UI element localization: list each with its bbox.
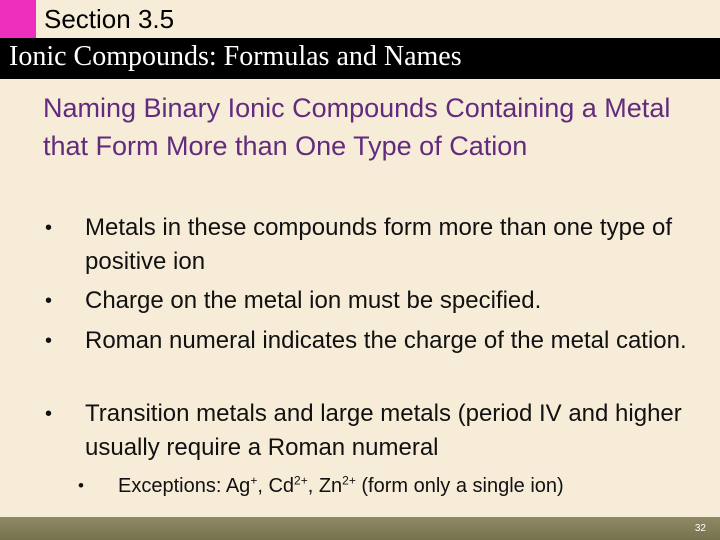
exceptions-sep-cd: , Cd xyxy=(257,475,295,497)
section-label: Section 3.5 xyxy=(44,4,175,34)
bullet-text: Roman numeral indicates the charge of the metal cation. xyxy=(85,327,687,354)
bullet-text: Transition metals and large metals (period IV and higher usually require a Roman numeral xyxy=(85,400,682,461)
bullet-dot: • xyxy=(45,217,53,239)
slide-title: Ionic Compounds: Formulas and Names xyxy=(9,41,462,72)
page-number: 32 xyxy=(694,523,706,534)
cd-charge: 2+ xyxy=(294,473,308,488)
footer-bar xyxy=(0,517,720,540)
slide-heading: Naming Binary Ionic Compounds Containing a Metal that Form More than One Type of Cation xyxy=(43,93,671,161)
bullet-text: Charge on the metal ion must be specified. xyxy=(85,287,542,314)
exceptions-subitem xyxy=(78,472,708,500)
bullet-item xyxy=(45,284,700,318)
bullet-item xyxy=(45,324,700,358)
exceptions-sep-zn: , Zn xyxy=(307,475,343,497)
bullet-item xyxy=(45,211,700,279)
bullet-dot: • xyxy=(45,290,53,312)
bullet-dot: • xyxy=(45,403,53,425)
sub-bullet-dot: • xyxy=(78,476,84,495)
bullet-item xyxy=(45,397,700,465)
ag-charge: + xyxy=(250,473,258,488)
bullet-dot: • xyxy=(45,330,53,352)
zn-charge: 2+ xyxy=(342,473,356,488)
exceptions-prefix: Exceptions: Ag xyxy=(118,475,251,497)
exceptions-suffix: (form only a single ion) xyxy=(355,475,564,497)
bullet-text: Metals in these compounds form more than one type of positive ion xyxy=(85,214,672,275)
